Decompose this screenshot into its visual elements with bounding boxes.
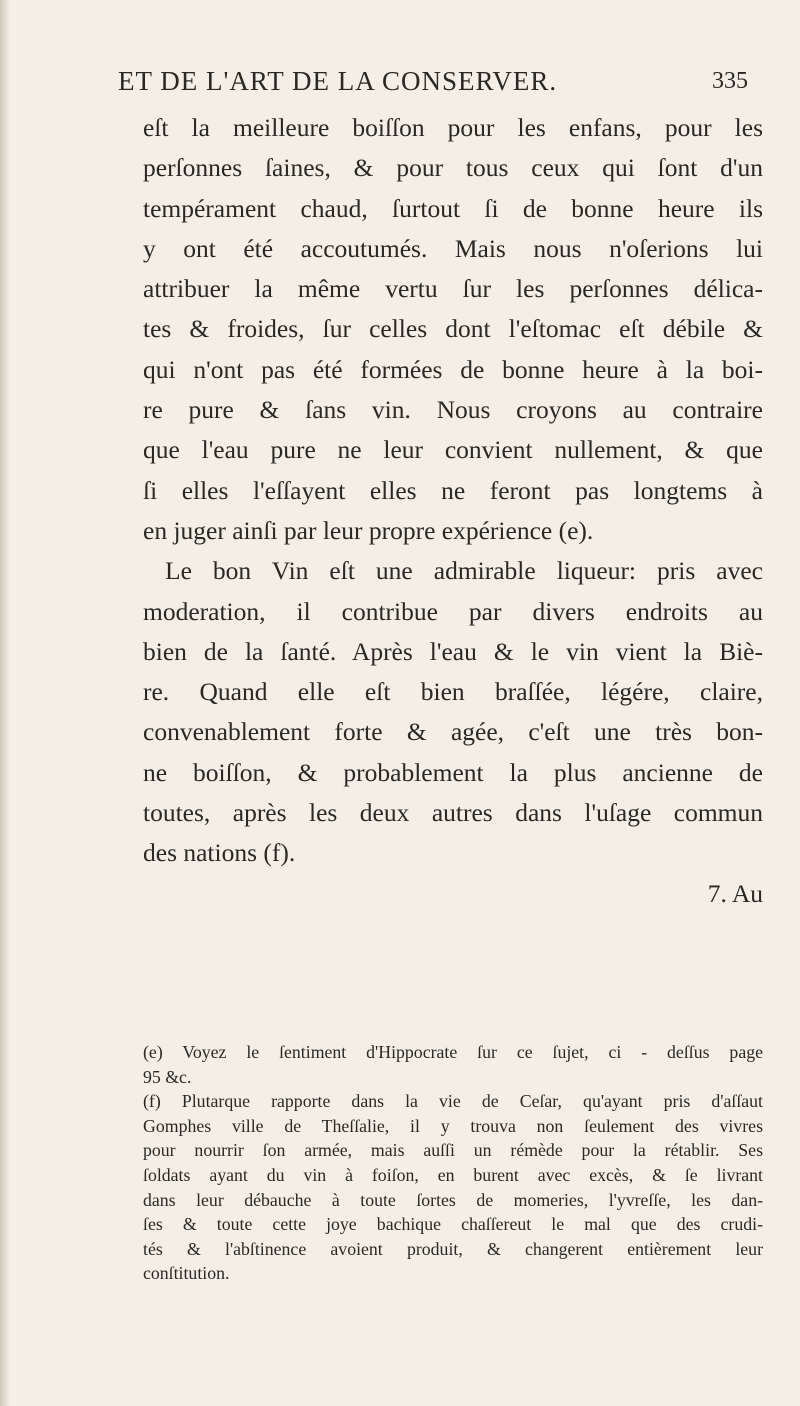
body-line: re. Quand elle eſt bien braſſée, légére, claire, — [143, 677, 763, 707]
body-line: ſi elles l'eſſayent elles ne feront pas longtems à — [143, 475, 763, 505]
footnote-line: dans leur débauche à toute ſortes de momeries, l'yvreſſe, les dan- — [143, 1189, 763, 1210]
body-line: ne boiſſon, & probablement la plus ancienne de — [143, 757, 763, 787]
body-line: en juger ainſi par leur propre expérience (e). — [143, 515, 594, 545]
footnote-line: Gomphes ville de Theſſalie, il y trouva non ſeulement des vivres — [143, 1115, 763, 1136]
body-line: moderation, il contribue par divers endroits au — [143, 596, 763, 626]
footnote-line: pour nourrir ſon armée, mais auſſi un rémède pour la rétablir. Ses — [143, 1140, 763, 1161]
footnote-line: ſes & toute cette joye bachique chaſſereut le mal que des crudi- — [143, 1214, 763, 1235]
body-line: tes & froides, ſur celles dont l'eſtomac eſt débile & — [143, 314, 763, 344]
body-text — [143, 108, 763, 914]
body-line: perſonnes ſaines, & pour tous ceux qui ſont d'un — [143, 153, 763, 183]
footnote-line: (e) Voyez le ſentiment d'Hippocrate ſur ce ſujet, ci - deſſus page — [143, 1042, 763, 1062]
footnote-line: tés & l'abſtinence avoient produit, & changerent entièrement leur — [143, 1238, 763, 1259]
page-binding-edge — [0, 0, 10, 1406]
body-line: tempérament chaud, ſurtout ſi de bonne heure ils — [143, 193, 763, 223]
running-head: ET DE L'ART DE LA CONSERVER. — [118, 66, 558, 96]
footnotes — [143, 1040, 763, 1286]
body-line: que l'eau pure ne leur convient nullement, & que — [143, 435, 763, 465]
body-line: des nations (f). — [143, 838, 296, 868]
body-line: bien de la ſanté. Après l'eau & le vin vient la Biè- — [143, 636, 763, 666]
body-line: attribuer la même vertu ſur les perſonnes délica- — [143, 274, 763, 304]
body-line: convenablement forte & agée, c'eſt une très bon- — [143, 717, 763, 747]
footnote-line: conſtitution. — [143, 1263, 230, 1284]
body-line: eſt la meilleure boiſſon pour les enfans, pour les — [143, 113, 763, 142]
body-line: re pure & ſans vin. Nous croyons au contraire — [143, 395, 763, 425]
body-line: qui n'ont pas été formées de bonne heure à la boi- — [143, 354, 763, 384]
body-line: Le bon Vin eſt une admirable liqueur: pris avec — [165, 556, 763, 586]
page-number: 335 — [712, 68, 748, 94]
footnote-line: (f) Plutarque rapporte dans la vie de Ceſar, qu'ayant pris d'aſſaut — [143, 1091, 763, 1112]
footnote-line: 95 &c. — [143, 1066, 192, 1087]
footnote-line: ſoldats ayant du vin à foiſon, en burent avec excès, & ſe livrant — [143, 1164, 763, 1185]
page-header — [118, 66, 748, 106]
catchword: 7. Au — [707, 878, 763, 908]
body-line: toutes, après les deux autres dans l'uſage commun — [143, 798, 763, 828]
body-line: y ont été accoutumés. Mais nous n'oſerions lui — [143, 233, 763, 263]
